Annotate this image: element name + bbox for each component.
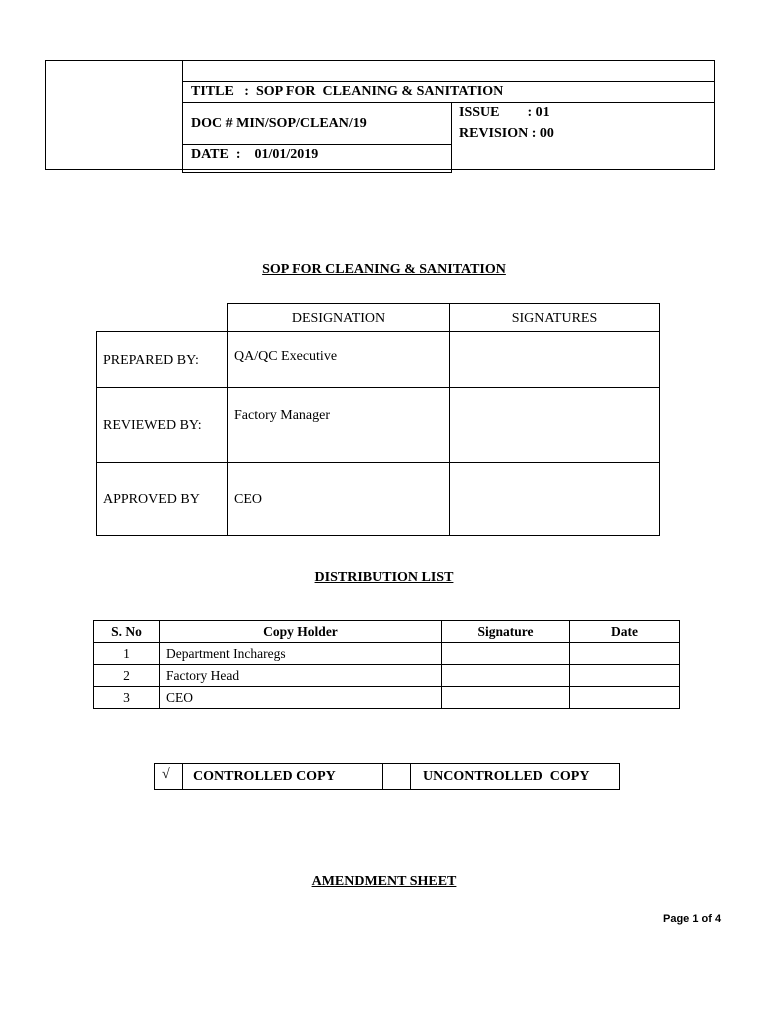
header-row-line-2 bbox=[182, 102, 715, 103]
distribution-date bbox=[570, 643, 680, 665]
signoff-signature-cell bbox=[450, 332, 659, 387]
distribution-signature bbox=[442, 687, 570, 709]
signoff-header-designation: DESIGNATION bbox=[291, 311, 386, 326]
copy-box-line bbox=[182, 763, 183, 790]
distribution-header-row bbox=[94, 621, 680, 643]
distribution-date bbox=[570, 665, 680, 687]
header-frame-right bbox=[714, 60, 715, 170]
signoff-line bbox=[227, 303, 660, 304]
signoff-role: PREPARED BY: bbox=[103, 353, 199, 368]
signoff-designation: Factory Manager bbox=[234, 408, 331, 423]
signoff-header-signatures: SIGNATURES bbox=[511, 311, 598, 326]
table-row bbox=[94, 665, 680, 687]
signoff-designation: CEO bbox=[234, 492, 262, 507]
signoff-line bbox=[96, 331, 97, 536]
header-date: DATE : 01/01/2019 bbox=[191, 147, 319, 162]
signoff-line bbox=[96, 535, 660, 536]
signoff-signature-cell bbox=[450, 388, 659, 462]
copy-box-line bbox=[410, 763, 411, 790]
header-frame-top bbox=[45, 60, 715, 61]
copy-box-line bbox=[154, 763, 620, 764]
signoff-role: APPROVED BY bbox=[103, 492, 200, 507]
amendment-title: AMENDMENT SHEET bbox=[311, 874, 457, 889]
header-row-line-1 bbox=[182, 81, 715, 82]
distribution-date bbox=[570, 687, 680, 709]
distribution-header-sno: S. No bbox=[94, 621, 160, 643]
table-row bbox=[94, 687, 680, 709]
distribution-signature bbox=[442, 665, 570, 687]
distribution-holder: CEO bbox=[160, 687, 442, 709]
distribution-holder: Department Incharegs bbox=[160, 643, 442, 665]
signoff-role: REVIEWED BY: bbox=[103, 418, 202, 433]
uncontrolled-copy-label: UNCONTROLLED COPY bbox=[423, 769, 590, 784]
document-title: SOP FOR CLEANING & SANITATION bbox=[262, 262, 506, 277]
header-logo-divider bbox=[182, 60, 183, 173]
copy-box-line bbox=[154, 789, 620, 790]
distribution-signature bbox=[442, 643, 570, 665]
distribution-header-holder: Copy Holder bbox=[160, 621, 442, 643]
table-row bbox=[94, 643, 680, 665]
controlled-check-mark: √ bbox=[162, 767, 170, 782]
signoff-designation: QA/QC Executive bbox=[234, 349, 338, 364]
copy-box-line bbox=[382, 763, 383, 790]
header-row-line-4 bbox=[182, 172, 451, 173]
controlled-copy-label: CONTROLLED COPY bbox=[193, 769, 336, 784]
signoff-line bbox=[227, 303, 228, 536]
distribution-table bbox=[93, 620, 680, 709]
header-frame-bottom bbox=[45, 169, 715, 170]
header-row-line-3 bbox=[182, 144, 451, 145]
copy-box-line bbox=[619, 763, 620, 790]
distribution-header-date: Date bbox=[570, 621, 680, 643]
header-issue-divider bbox=[451, 102, 452, 173]
header-doc-number: DOC # MIN/SOP/CLEAN/19 bbox=[191, 116, 367, 131]
copy-box-line bbox=[154, 763, 155, 790]
signoff-line bbox=[659, 303, 660, 536]
header-issue: ISSUE : 01 bbox=[459, 105, 550, 120]
header-title: TITLE : SOP FOR CLEANING & SANITATION bbox=[191, 84, 504, 99]
distribution-header-signature: Signature bbox=[442, 621, 570, 643]
header-revision: REVISION : 00 bbox=[459, 126, 554, 141]
page-number: Page 1 of 4 bbox=[663, 913, 722, 925]
distribution-sno: 3 bbox=[94, 687, 160, 709]
distribution-sno: 1 bbox=[94, 643, 160, 665]
distribution-holder: Factory Head bbox=[160, 665, 442, 687]
header-frame-left bbox=[45, 60, 46, 170]
signoff-signature-cell bbox=[450, 463, 659, 535]
distribution-sno: 2 bbox=[94, 665, 160, 687]
distribution-title: DISTRIBUTION LIST bbox=[314, 570, 454, 585]
